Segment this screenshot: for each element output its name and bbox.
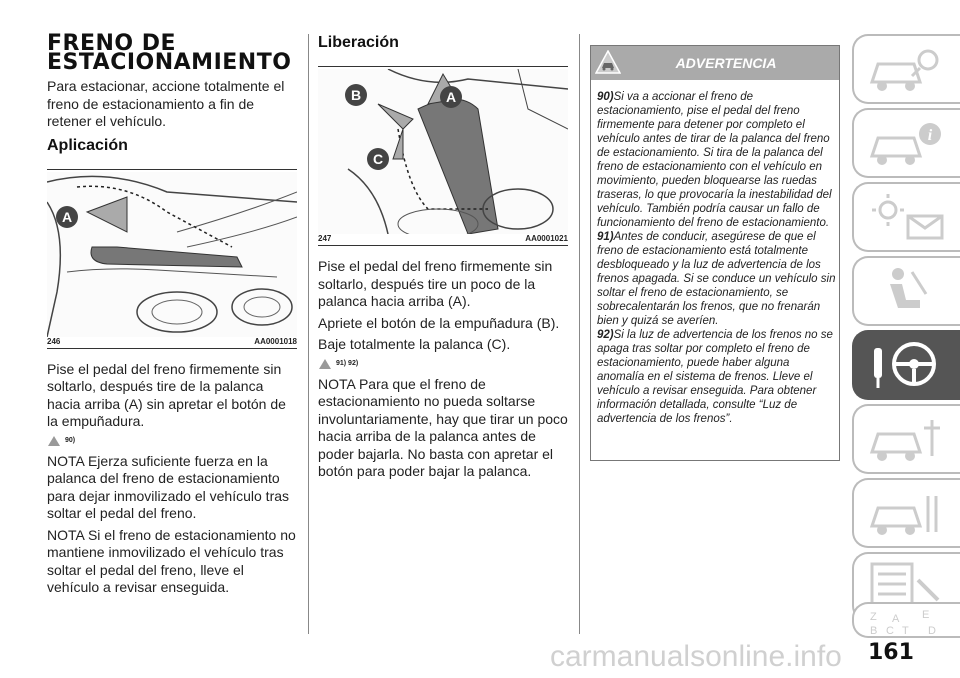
car-info-icon — [862, 116, 950, 172]
figure-246-image — [47, 172, 297, 337]
tab-alphabet-index[interactable] — [852, 602, 960, 638]
warning-ref-text: 90) — [65, 437, 76, 444]
section-title-line2: ESTACIONAMIENTO — [47, 50, 292, 75]
column-liberacion — [318, 0, 568, 485]
tab-seat-airbag[interactable] — [852, 256, 960, 326]
figure-label-c: C — [372, 151, 384, 167]
tab-car-info[interactable] — [852, 108, 960, 178]
nota-1: NOTA Ejerza suficiente fuerza en la palanca del freno de estacionamiento para dejar inmovilizado el vehículo tras soltar el pedal del freno. — [47, 452, 290, 521]
figure-246-caption — [47, 337, 297, 349]
figure-top-rule — [47, 169, 297, 170]
figure-247-caption — [318, 234, 568, 246]
tab-warning-triangle-car[interactable] — [852, 404, 960, 474]
svg-text:Z: Z — [870, 611, 877, 623]
liberacion-heading: Liberación — [318, 34, 399, 51]
warning-ref-text: 91) 92) — [336, 360, 359, 367]
svg-text:E: E — [922, 609, 930, 621]
section-title — [47, 31, 297, 75]
liberacion-paragraph-3: Baje totalmente la palanca (C). — [318, 336, 511, 352]
warning-header — [591, 46, 839, 80]
dashboard-lights-icon — [862, 190, 950, 246]
aplicacion-heading: Aplicación — [47, 136, 128, 154]
warning-reference-91-92[interactable] — [318, 358, 568, 370]
warning-triangle-icon — [318, 358, 332, 370]
warning-box — [590, 45, 840, 461]
column-advertencia — [590, 0, 840, 461]
tab-car-wrench[interactable] — [852, 478, 960, 548]
car-search-icon — [862, 42, 950, 98]
section-title-line1: FRENO DE — [47, 31, 177, 56]
warning-item-92: 92)Si la luz de advertencia de los frenos no se apaga tras soltar por completo el freno de estacionamiento, puede haber alguna anomalía en el sistema de frenos. Lleve el vehículo a revisar enseguida. Para obtener información detallada, consulte “Luz de advertencia de los frenos”. — [597, 329, 833, 425]
figure-number: 246 — [47, 336, 61, 346]
svg-text:B: B — [870, 625, 878, 636]
figure-number: 247 — [318, 234, 332, 243]
svg-text:C: C — [886, 625, 894, 636]
alphabet-index-icon — [862, 608, 950, 636]
warning-title: ADVERTENCIA — [675, 55, 777, 71]
figure-label-a: A — [445, 89, 457, 105]
column-divider — [579, 34, 580, 634]
seat-airbag-icon — [862, 264, 950, 320]
page-number: 161 — [868, 640, 914, 665]
figure-code: AA0001021 — [525, 234, 568, 243]
aplicacion-paragraph: Pise el pedal del freno firmemente sin soltarlo, después tire de la palanca hacia arriba (A) sin apretar el botón de la empuñadura. — [47, 360, 286, 429]
svg-text:T: T — [902, 625, 909, 636]
figure-247-image — [318, 69, 568, 234]
column-aplicacion — [47, 0, 297, 601]
warning-car-icon — [595, 50, 621, 76]
svg-text:A: A — [892, 613, 900, 625]
svg-text:D: D — [928, 625, 936, 636]
car-wrench-icon — [862, 486, 950, 542]
warning-item-91: 91)Antes de conducir, asegúrese de que el freno de estacionamiento está totalmente desbloqueado y la luz de advertencia de los frenos apagada. Si se conduce un vehículo sin soltar el freno de estacionamiento, se sobrecalentarán los frenos, que no frenarán bien y quizá se averíen. — [597, 231, 836, 327]
warning-triangle-car-icon — [862, 412, 950, 468]
figure-top-rule — [318, 66, 568, 67]
figure-label-b: B — [350, 87, 362, 103]
watermark: carmanualsonline.info — [550, 640, 842, 673]
tab-steering-wheel-key[interactable] — [852, 330, 960, 400]
tab-dashboard-lights[interactable] — [852, 182, 960, 252]
liberacion-paragraph-2: Apriete el botón de la empuñadura (B). — [318, 314, 560, 331]
nota-2: NOTA Si el freno de estacionamiento no mantiene inmovilizado el vehículo tras soltar el pedal del freno, lleve el vehículo a revisar enseguida. — [47, 526, 296, 595]
liberacion-nota: NOTA Para que el freno de estacionamiento no pueda soltarse involuntariamente, hay que tirar un poco hacia arriba de la palanca antes de poder bajarla. No basta con apretar el botón para poder bajar la palanca. — [318, 375, 568, 479]
steering-wheel-key-icon — [862, 338, 950, 394]
svg-text:i: i — [927, 127, 933, 144]
intro-text: Para estacionar, accione totalmente el freno de estacionamiento a fin de retener el vehículo. — [47, 78, 285, 129]
column-divider — [308, 34, 309, 634]
figure-label-a: A — [61, 208, 73, 225]
tab-car-search[interactable] — [852, 34, 960, 104]
figure-code: AA0001018 — [254, 336, 297, 346]
warning-reference-90[interactable] — [47, 435, 297, 447]
warning-body — [591, 80, 839, 460]
warning-triangle-icon — [47, 435, 61, 447]
liberacion-paragraph-1: Pise el pedal del freno firmemente sin soltarlo, después tire un poco de la palanca hacia arriba (A). — [318, 258, 553, 309]
warning-item-90: 90)Si va a accionar el freno de estacionamiento, pise el pedal del freno firmemente para detener por completo el vehículo antes de tirar de la palanca del freno de estacionamiento. Si tira de la palanca del freno de estacionamiento con el vehículo en movimiento, pueden bloquearse las ruedas traseras, lo que provocaría la inestabilidad del vehículo. También podría causar un fallo de funcionamiento del freno de estacionamiento. — [597, 91, 832, 229]
